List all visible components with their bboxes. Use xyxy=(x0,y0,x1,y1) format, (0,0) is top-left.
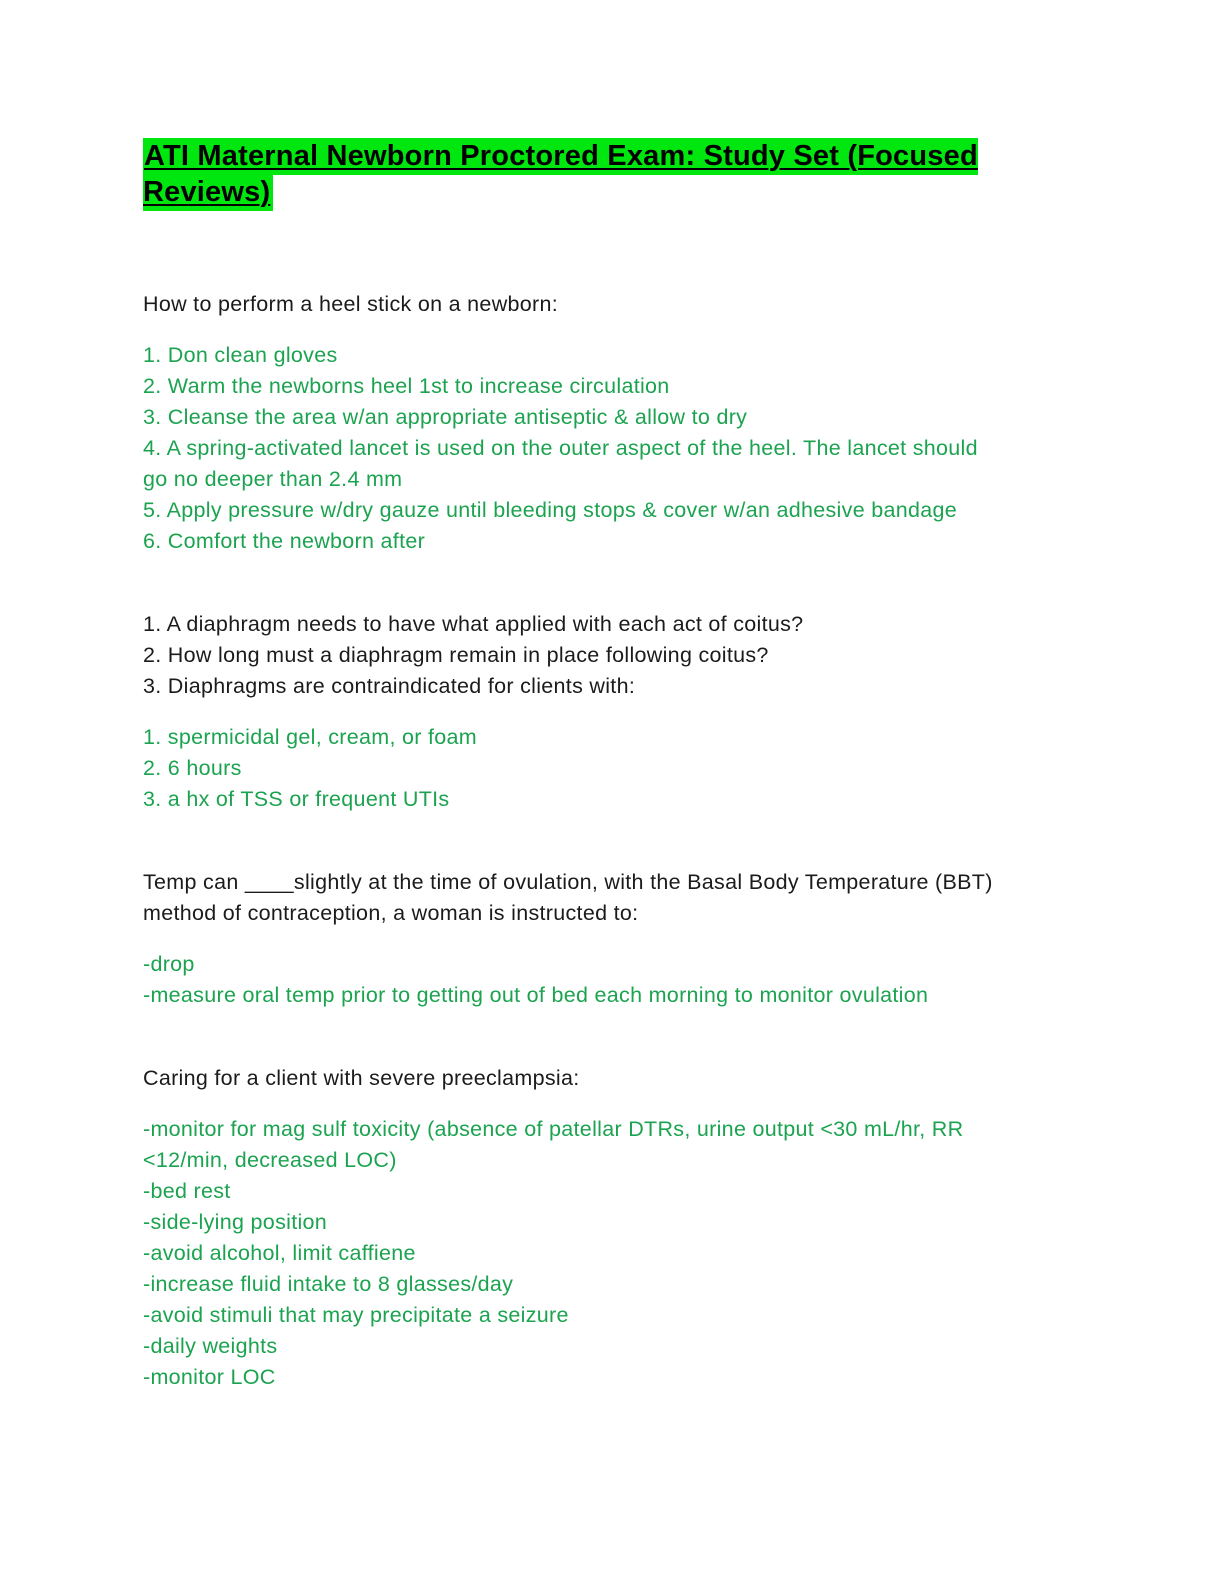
qa-section xyxy=(143,867,1084,1011)
answer-block xyxy=(143,1114,1084,1393)
answer-line: -avoid alcohol, limit caffiene xyxy=(143,1240,416,1265)
answer-line: 4. A spring-activated lancet is used on the outer aspect of the heel. The lancet should xyxy=(143,435,978,460)
answer-line: <12/min, decreased LOC) xyxy=(143,1147,397,1172)
answer-line: -monitor LOC xyxy=(143,1364,276,1389)
answer-line: 3. Cleanse the area w/an appropriate antiseptic & allow to dry xyxy=(143,404,748,429)
answer-line: go no deeper than 2.4 mm xyxy=(143,466,403,491)
question-line: method of contraception, a woman is instructed to: xyxy=(143,900,639,925)
question-line: Caring for a client with severe preeclampsia: xyxy=(143,1065,580,1090)
answer-line: 1. Don clean gloves xyxy=(143,342,338,367)
qa-section xyxy=(143,1063,1084,1393)
document-title xyxy=(143,138,1084,211)
answer-line: 2. Warm the newborns heel 1st to increase circulation xyxy=(143,373,670,398)
question-block xyxy=(143,867,1084,929)
answer-line: -monitor for mag sulf toxicity (absence of patellar DTRs, urine output <30 mL/hr, RR xyxy=(143,1116,964,1141)
answer-block xyxy=(143,722,1084,815)
answer-line: -bed rest xyxy=(143,1178,231,1203)
question-line: How to perform a heel stick on a newborn: xyxy=(143,291,559,316)
qa-sections xyxy=(143,289,1084,1393)
answer-line: -daily weights xyxy=(143,1333,278,1358)
question-line: 3. Diaphragms are contraindicated for clients with: xyxy=(143,673,636,698)
question-line: Temp can ____slightly at the time of ovulation, with the Basal Body Temperature (BBT) xyxy=(143,869,993,894)
question-block xyxy=(143,289,1084,320)
answer-line: 6. Comfort the newborn after xyxy=(143,528,426,553)
answer-line: 3. a hx of TSS or frequent UTIs xyxy=(143,786,450,811)
answer-block xyxy=(143,949,1084,1011)
answer-line: 5. Apply pressure w/dry gauze until bleeding stops & cover w/an adhesive bandage xyxy=(143,497,958,522)
question-line: 2. How long must a diaphragm remain in place following coitus? xyxy=(143,642,769,667)
answer-line: 1. spermicidal gel, cream, or foam xyxy=(143,724,478,749)
question-block xyxy=(143,1063,1084,1094)
qa-section xyxy=(143,289,1084,557)
title-highlight: ATI Maternal Newborn Proctored Exam: Study Set (Focused Reviews) xyxy=(143,138,978,211)
answer-line: -side-lying position xyxy=(143,1209,328,1234)
question-block xyxy=(143,609,1084,702)
question-line: 1. A diaphragm needs to have what applied with each act of coitus? xyxy=(143,611,804,636)
answer-line: -drop xyxy=(143,951,195,976)
answer-line: 2. 6 hours xyxy=(143,755,242,780)
qa-section xyxy=(143,609,1084,815)
answer-block xyxy=(143,340,1084,557)
answer-line: -avoid stimuli that may precipitate a seizure xyxy=(143,1302,569,1327)
answer-line: -measure oral temp prior to getting out of bed each morning to monitor ovulation xyxy=(143,982,929,1007)
answer-line: -increase fluid intake to 8 glasses/day xyxy=(143,1271,514,1296)
